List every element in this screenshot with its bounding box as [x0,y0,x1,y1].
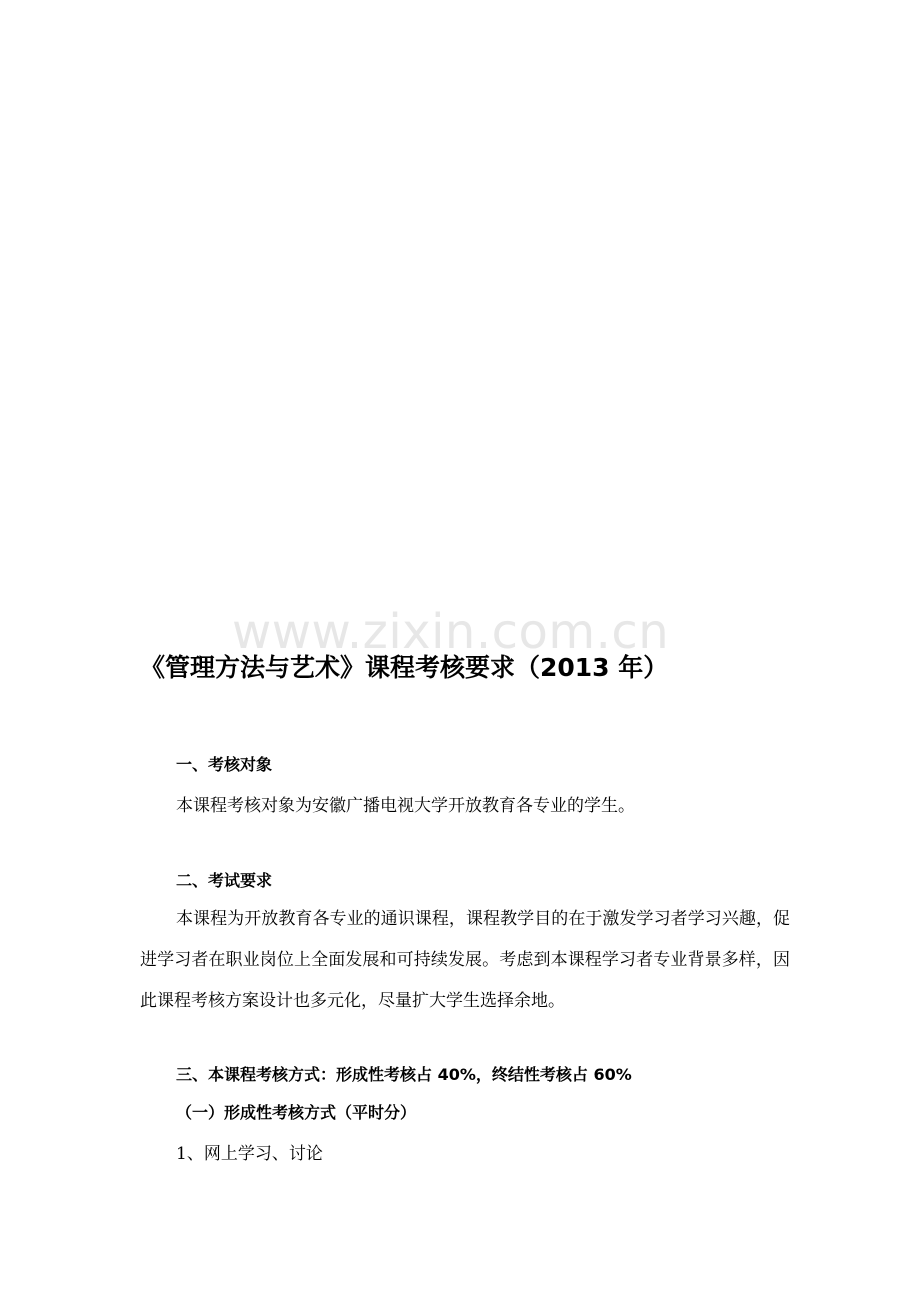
section-heading-2: 二、考试要求 [176,871,273,890]
section-body-1: 本课程考核对象为安徽广播电视大学开放教育各专业的学生。 [176,796,635,816]
document-title: 《管理方法与艺术》课程考核要求（2013 年） [140,653,669,682]
watermark: www.zixin.com.cn [232,604,670,660]
subsection-heading-1: （一）形成性考核方式（平时分） [176,1103,417,1122]
section-heading-1: 一、考核对象 [176,755,273,774]
list-item: 1、网上学习、讨论 [176,1144,323,1164]
section-heading-3: 三、本课程考核方式：形成性考核占 40%，终结性考核占 60% [176,1065,632,1084]
section-body-2: 本课程为开放教育各专业的通识课程，课程教学目的在于激发学习者学习兴趣，促进学习者在职业岗位上全面发展和可持续发展。考虑到本课程学习者专业背景多样，因此课程考核方案设计也多元化，尽量扩大学生选择余地。 [140,909,790,1011]
